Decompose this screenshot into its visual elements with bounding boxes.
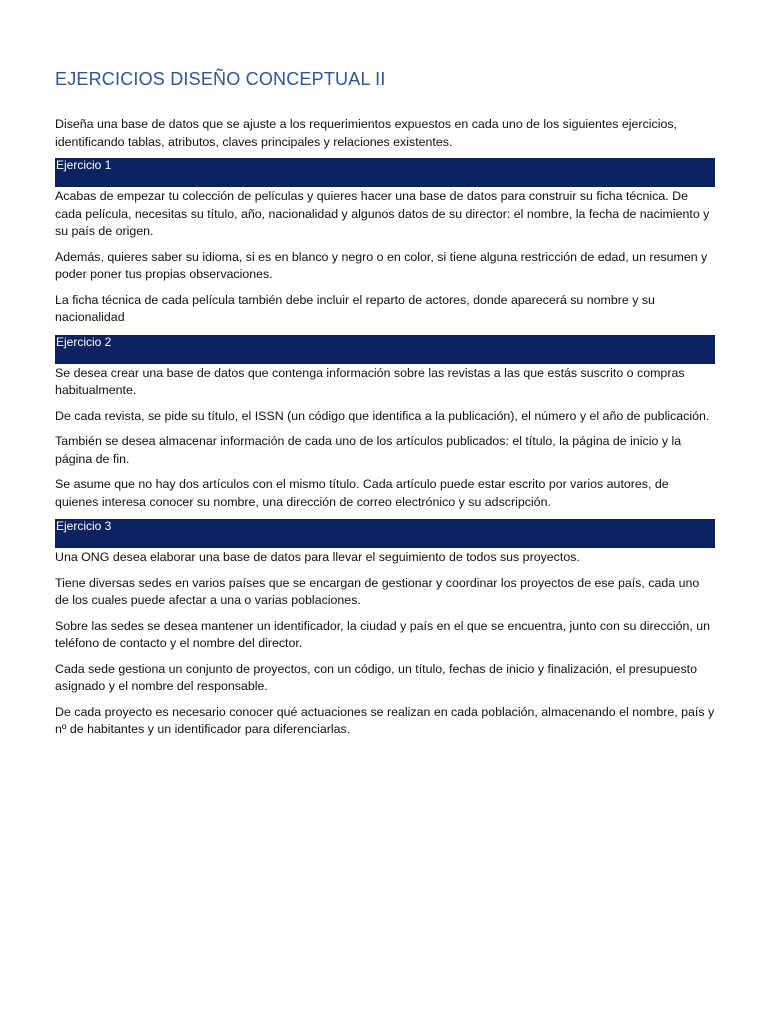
- ejercicio-3-paragraph-2: Tiene diversas sedes en varios países que se encargan de gestionar y coordinar los proyectos de ese país, cada uno de los cuales puede afectar a una o varias poblaciones.: [55, 575, 700, 607]
- document-title: EJERCICIOS DISEÑO CONCEPTUAL II: [55, 69, 386, 89]
- section-heading-ejercicio-2: Ejercicio 2: [55, 335, 715, 364]
- ejercicio-1-paragraph-3: La ficha técnica de cada película también debe incluir el reparto de actores, donde aparecerá su nombre y su nacionalidad: [55, 292, 655, 324]
- ejercicio-2-paragraph-3: También se desea almacenar información de cada uno de los artículos publicados: el título, la página de inicio y la página de fin.: [55, 434, 682, 466]
- section-heading-ejercicio-3: Ejercicio 3: [55, 519, 715, 548]
- section-heading-ejercicio-1: Ejercicio 1: [55, 158, 715, 187]
- ejercicio-2-paragraph-2: De cada revista, se pide su título, el ISSN (un código que identifica a la publicación), el número y el año de publicación.: [55, 408, 710, 423]
- ejercicio-1-paragraph-2: Además, quieres saber su idioma, si es en blanco y negro o en color, si tiene alguna restricción de edad, un resumen y poder poner tus propias observaciones.: [55, 249, 708, 281]
- ejercicio-3-paragraph-1: Una ONG desea elaborar una base de datos para llevar el seguimiento de todos sus proyectos.: [55, 550, 580, 564]
- document-page: [55, 66, 715, 747]
- ejercicio-3-paragraph-3: Sobre las sedes se desea mantener un identificador, la ciudad y país en el que se encuentra, junto con su dirección, un teléfono de contacto y el nombre del director.: [55, 618, 711, 650]
- ejercicio-2-paragraph-4: Se asume que no hay dos artículos con el mismo título. Cada artículo puede estar escrito por varios autores, de quienes interesa conocer su nombre, una dirección de correo electrónico y su adscripción.: [55, 477, 669, 509]
- ejercicio-3-paragraph-5: De cada proyecto es necesario conocer qué actuaciones se realizan en cada población, almacenando el nombre, país y nº de habitantes y un identificador para diferenciarlas.: [55, 704, 715, 736]
- ejercicio-3-paragraph-4: Cada sede gestiona un conjunto de proyectos, con un código, un título, fechas de inicio y finalización, el presupuesto asignado y el nombre del responsable.: [55, 661, 697, 693]
- ejercicio-2-paragraph-1: Se desea crear una base de datos que contenga información sobre las revistas a las que estás suscrito o compras habitualmente.: [55, 365, 685, 397]
- ejercicio-1-paragraph-1: Acabas de empezar tu colección de películas y quieres hacer una base de datos para construir su ficha técnica. De cada película, necesitas su título, año, nacionalidad y algunos datos de su director: el nombre, la fecha de nacimiento y su país de origen.: [55, 189, 710, 238]
- intro-paragraph: Diseña una base de datos que se ajuste a los requerimientos expuestos en cada uno de los siguientes ejercicios, identificando tablas, atributos, claves principales y relaciones existentes.: [55, 117, 677, 149]
